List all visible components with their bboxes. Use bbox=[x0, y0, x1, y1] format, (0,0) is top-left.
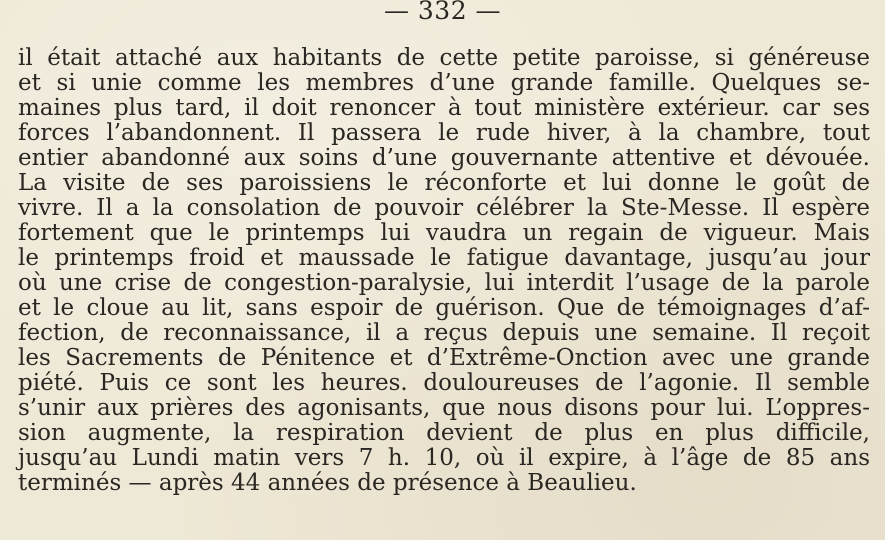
text-line: La visite de ses paroissiens le réconforte et lui donne le goût de bbox=[18, 170, 870, 196]
text-line: s’unir aux prières des agonisants, que nous disons pour lui. L’oppres- bbox=[18, 395, 870, 421]
text-line: entier abandonné aux soins d’une gouvernante attentive et dévouée. bbox=[18, 145, 870, 171]
page-number: — 332 — bbox=[383, 0, 502, 25]
text-line: piété. Puis ce sont les heures. douloureuses de l’agonie. Il semble bbox=[18, 370, 870, 396]
text-line: où une crise de congestion-paralysie, lui interdit l’usage de la parole bbox=[18, 270, 870, 296]
text-line: jusqu’au Lundi matin vers 7 h. 10, où il expire, à l’âge de 85 ans bbox=[18, 445, 870, 471]
text-line: et le cloue au lit, sans espoir de guérison. Que de témoignages d’af- bbox=[18, 295, 870, 321]
text-line: vivre. Il a la consolation de pouvoir célébrer la Ste-Messe. Il espère bbox=[18, 195, 870, 221]
text-line: maines plus tard, il doit renoncer à tout ministère extérieur. car ses bbox=[18, 95, 870, 121]
text-line: il était attaché aux habitants de cette petite paroisse, si généreuse bbox=[18, 45, 870, 71]
text-line: les Sacrements de Pénitence et d’Extrême-Onction avec une grande bbox=[18, 345, 870, 371]
text-line: le printemps froid et maussade le fatigue davantage, jusqu’au jour bbox=[18, 245, 870, 271]
text-line: sion augmente, la respiration devient de plus en plus difficile, bbox=[18, 420, 870, 446]
text-line: forces l’abandonnent. Il passera le rude hiver, à la chambre, tout bbox=[18, 120, 870, 146]
body-text bbox=[18, 46, 870, 496]
text-line: et si unie comme les membres d’une grande famille. Quelques se- bbox=[18, 70, 870, 96]
text-line-last: terminés — après 44 années de présence à Beaulieu. bbox=[18, 470, 637, 496]
text-line: fortement que le printemps lui vaudra un regain de vigueur. Mais bbox=[18, 220, 870, 246]
text-line: fection, de reconnaissance, il a reçus depuis une semaine. Il reçoit bbox=[18, 320, 870, 346]
